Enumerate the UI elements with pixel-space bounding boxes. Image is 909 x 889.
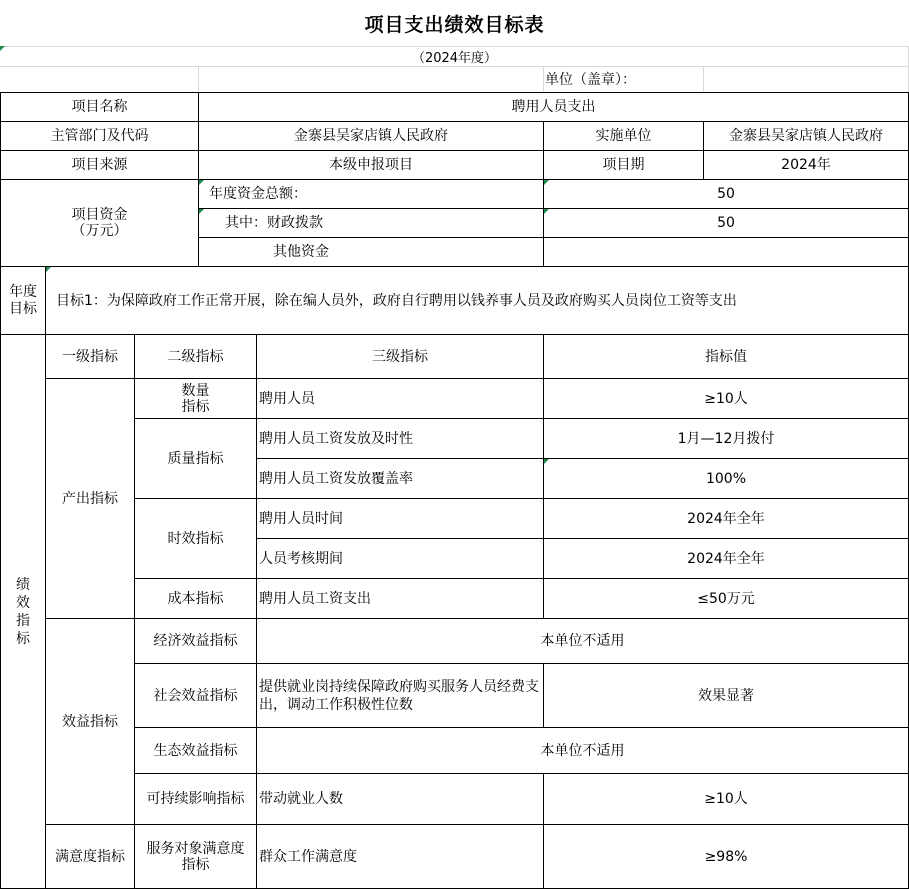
project-name-label: 项目名称 xyxy=(0,92,199,122)
item-social-name: 提供就业岗持续保障政府购买服务人员经费支出，调动工作积极性位数 xyxy=(257,664,544,728)
dept-value: 金寨县吴家店镇人民政府 xyxy=(199,122,544,151)
period-label: 项目期 xyxy=(544,151,704,180)
level2-sustainable: 可持续影响指标 xyxy=(135,774,257,825)
goal-value: 目标1：为保障政府工作正常开展，除在编人员外，政府自行聘用以钱养事人员及政府购买人员岗位工资等支出 xyxy=(46,267,909,335)
level2-ecological: 生态效益指标 xyxy=(135,728,257,774)
item-quality-name: 聘用人员工资发放覆盖率 xyxy=(257,459,544,499)
project-name-value: 聘用人员支出 xyxy=(199,92,909,122)
gridline xyxy=(0,66,909,67)
item-service-value: ≥98% xyxy=(544,825,909,889)
item-quality-name: 聘用人员工资发放及时性 xyxy=(257,419,544,459)
header-level3: 三级指标 xyxy=(257,335,544,379)
impl-label: 实施单位 xyxy=(544,122,704,151)
level2-quality: 质量指标 xyxy=(135,419,257,499)
item-sustainable-name: 带动就业人数 xyxy=(257,774,544,825)
source-label: 项目来源 xyxy=(0,151,199,180)
level2-economic: 经济效益指标 xyxy=(135,619,257,664)
item-time-value: 2024年全年 xyxy=(544,499,909,539)
item-ecological-value: 本单位不适用 xyxy=(257,728,909,774)
level2-service: 服务对象满意度 指标 xyxy=(135,825,257,889)
item-quality-value: 100% xyxy=(544,459,909,499)
fund-fiscal-label: 其中：财政拨款 xyxy=(199,209,544,238)
fund-total-value: 50 xyxy=(544,180,909,209)
item-time-name: 聘用人员时间 xyxy=(257,499,544,539)
fund-label: 项目资金 （万元） xyxy=(0,180,199,267)
item-social-value: 效果显著 xyxy=(544,664,909,728)
level2-cost: 成本指标 xyxy=(135,579,257,619)
item-time-name: 人员考核期间 xyxy=(257,539,544,579)
indicator-section-label: 绩 效 指 标 xyxy=(0,335,46,889)
item-time-value: 2024年全年 xyxy=(544,539,909,579)
goal-label: 年度 目标 xyxy=(0,267,46,335)
header-value: 指标值 xyxy=(544,335,909,379)
header-level1: 一级指标 xyxy=(46,335,135,379)
item-cost-value: ≤50万元 xyxy=(544,579,909,619)
level2-timeliness: 时效指标 xyxy=(135,499,257,579)
source-value: 本级申报项目 xyxy=(199,151,544,180)
fund-other-label: 其他资金 xyxy=(199,238,544,267)
fund-fiscal-value: 50 xyxy=(544,209,909,238)
gridline xyxy=(198,66,199,92)
header-level2: 二级指标 xyxy=(135,335,257,379)
year-note: （2024年度） xyxy=(411,50,498,66)
cell-marker xyxy=(0,46,6,52)
level2-quantity: 数量 指标 xyxy=(135,379,257,419)
level1-satisfaction: 满意度指标 xyxy=(46,825,135,889)
item-cost-name: 聘用人员工资支出 xyxy=(257,579,544,619)
item-quantity-name: 聘用人员 xyxy=(257,379,544,419)
gridline xyxy=(0,46,909,47)
item-sustainable-value: ≥10人 xyxy=(544,774,909,825)
dept-label: 主管部门及代码 xyxy=(0,122,199,151)
fund-other-value xyxy=(544,238,909,267)
item-service-name: 群众工作满意度 xyxy=(257,825,544,889)
impl-value: 金寨县吴家店镇人民政府 xyxy=(704,122,909,151)
period-value: 2024年 xyxy=(704,151,909,180)
sheet-title: 项目支出绩效目标表 xyxy=(364,13,545,36)
item-quantity-value: ≥10人 xyxy=(544,379,909,419)
level2-social: 社会效益指标 xyxy=(135,664,257,728)
fund-total-label: 年度资金总额： xyxy=(199,180,544,209)
level1-output: 产出指标 xyxy=(46,379,135,619)
level1-benefit: 效益指标 xyxy=(46,619,135,825)
unit-stamp-label: 单位（盖章）： xyxy=(545,72,636,88)
item-economic-value: 本单位不适用 xyxy=(257,619,909,664)
item-quality-value: 1月—12月拨付 xyxy=(544,419,909,459)
